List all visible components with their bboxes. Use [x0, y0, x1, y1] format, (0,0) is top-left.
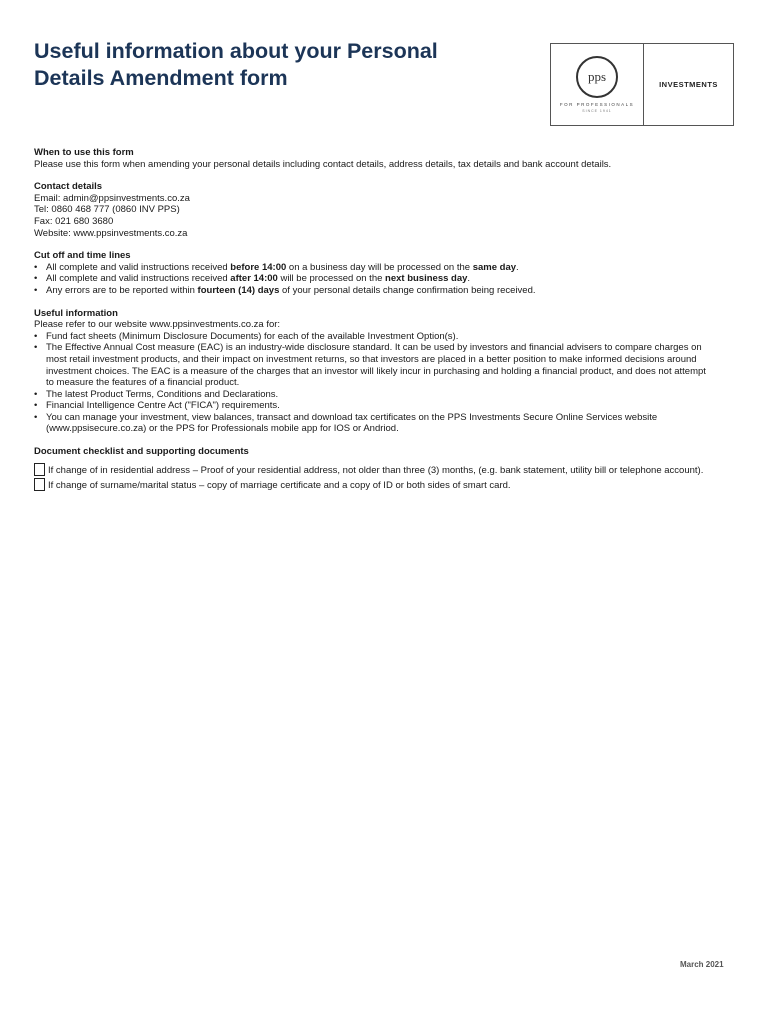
section-when-to-use	[34, 147, 714, 170]
logo-brand-text: INVESTMENTS	[659, 80, 718, 89]
checklist-row	[34, 478, 714, 492]
section-cutoff	[34, 250, 714, 296]
list-item: • Fund fact sheets (Minimum Disclosure Documents) for each of the available Investment Option(s).	[34, 331, 714, 343]
section-useful-information	[34, 308, 714, 436]
section-heading: Document checklist and supporting documents	[34, 446, 249, 458]
section-contact-details	[34, 181, 714, 239]
list-item	[34, 273, 714, 285]
list-item	[34, 285, 714, 297]
title-line-1: Useful information about your Personal	[34, 39, 438, 63]
footer-date: March 2021	[680, 960, 724, 969]
section-heading: Cut off and time lines	[34, 250, 131, 262]
paragraph: Please refer to our website www.ppsinvestments.co.za for:	[34, 319, 281, 331]
list-item: • Financial Intelligence Centre Act ("FICA") requirements.	[34, 400, 714, 412]
pps-emblem-icon: pps	[576, 56, 618, 98]
section-heading: When to use this form	[34, 147, 134, 158]
checklist-row	[34, 463, 714, 477]
surname-change-checkbox[interactable]	[34, 478, 45, 491]
list-item: • You can manage your investment, view balances, transact and download tax certificates on the PPS Investments Secure Online Services website (www.ppsisecure.co.za) or the PPS for Professionals mobile app for IOS or Andriod.	[34, 412, 714, 435]
contact-tel: Tel: 0860 468 777 (0860 INV PPS)	[34, 204, 180, 216]
list-item: • The Effective Annual Cost measure (EAC) is an industry-wide disclosure standard. It can be used by investors and financial advisers to compare charges on most retail investment products, and their impact on investment returns, so that investors are placed in a better position to make informed decisions around investment choices. The EAC is a measure of the charges that an investor will likely incur in purchasing and holding a financial product, and does not attempt to measure the features of a financial product.	[34, 342, 714, 388]
bold-text: same day	[472, 261, 517, 273]
text: will be processed on the	[277, 273, 386, 285]
text: Any errors are to be reported within	[46, 284, 198, 296]
bold-text: after 14:00	[230, 273, 278, 285]
bold-text: before 14:00	[230, 261, 287, 273]
section-document-checklist	[34, 446, 714, 492]
brand-logo-box	[550, 43, 734, 126]
list-item	[34, 262, 714, 274]
bold-text: fourteen (14) days	[197, 284, 280, 296]
text: on a business day will be processed on the	[286, 261, 473, 273]
checklist-label: If change of in residential address – Proof of your residential address, not older than three (3) months, (e.g. bank statement, utility bill or telephone account).	[48, 464, 704, 476]
address-proof-checkbox[interactable]	[34, 463, 45, 476]
title-line-2: Details Amendment form	[34, 66, 288, 90]
text: All complete and valid instructions received	[46, 261, 231, 273]
section-heading: Contact details	[34, 181, 103, 193]
list-item: • The latest Product Terms, Conditions and Declarations.	[34, 389, 714, 401]
pps-logo	[551, 44, 644, 125]
paragraph: Please use this form when amending your personal details including contact details, address details, tax details and bank account details.	[34, 158, 612, 170]
contact-website: Website: www.ppsinvestments.co.za	[34, 227, 188, 239]
useful-list	[34, 331, 714, 435]
logo-tagline: FOR PROFESSIONALS	[559, 102, 635, 107]
page-title	[34, 38, 504, 92]
checklist-label: If change of surname/marital status – copy of marriage certificate and a copy of ID or both sides of smart card.	[48, 480, 511, 492]
text: .	[467, 273, 471, 285]
document-body	[34, 147, 714, 503]
text: .	[516, 261, 519, 273]
bold-text: next business day	[385, 273, 468, 285]
contact-email: Email: admin@ppsinvestments.co.za	[34, 192, 190, 204]
cutoff-list	[34, 262, 714, 297]
section-heading: Useful information	[34, 307, 118, 319]
text: of your personal details change confirmation being received.	[279, 284, 536, 296]
logo-sub-tagline: SINCE 1941	[582, 109, 612, 113]
contact-fax: Fax: 021 680 3680	[34, 215, 114, 227]
text: All complete and valid instructions received	[46, 273, 231, 285]
